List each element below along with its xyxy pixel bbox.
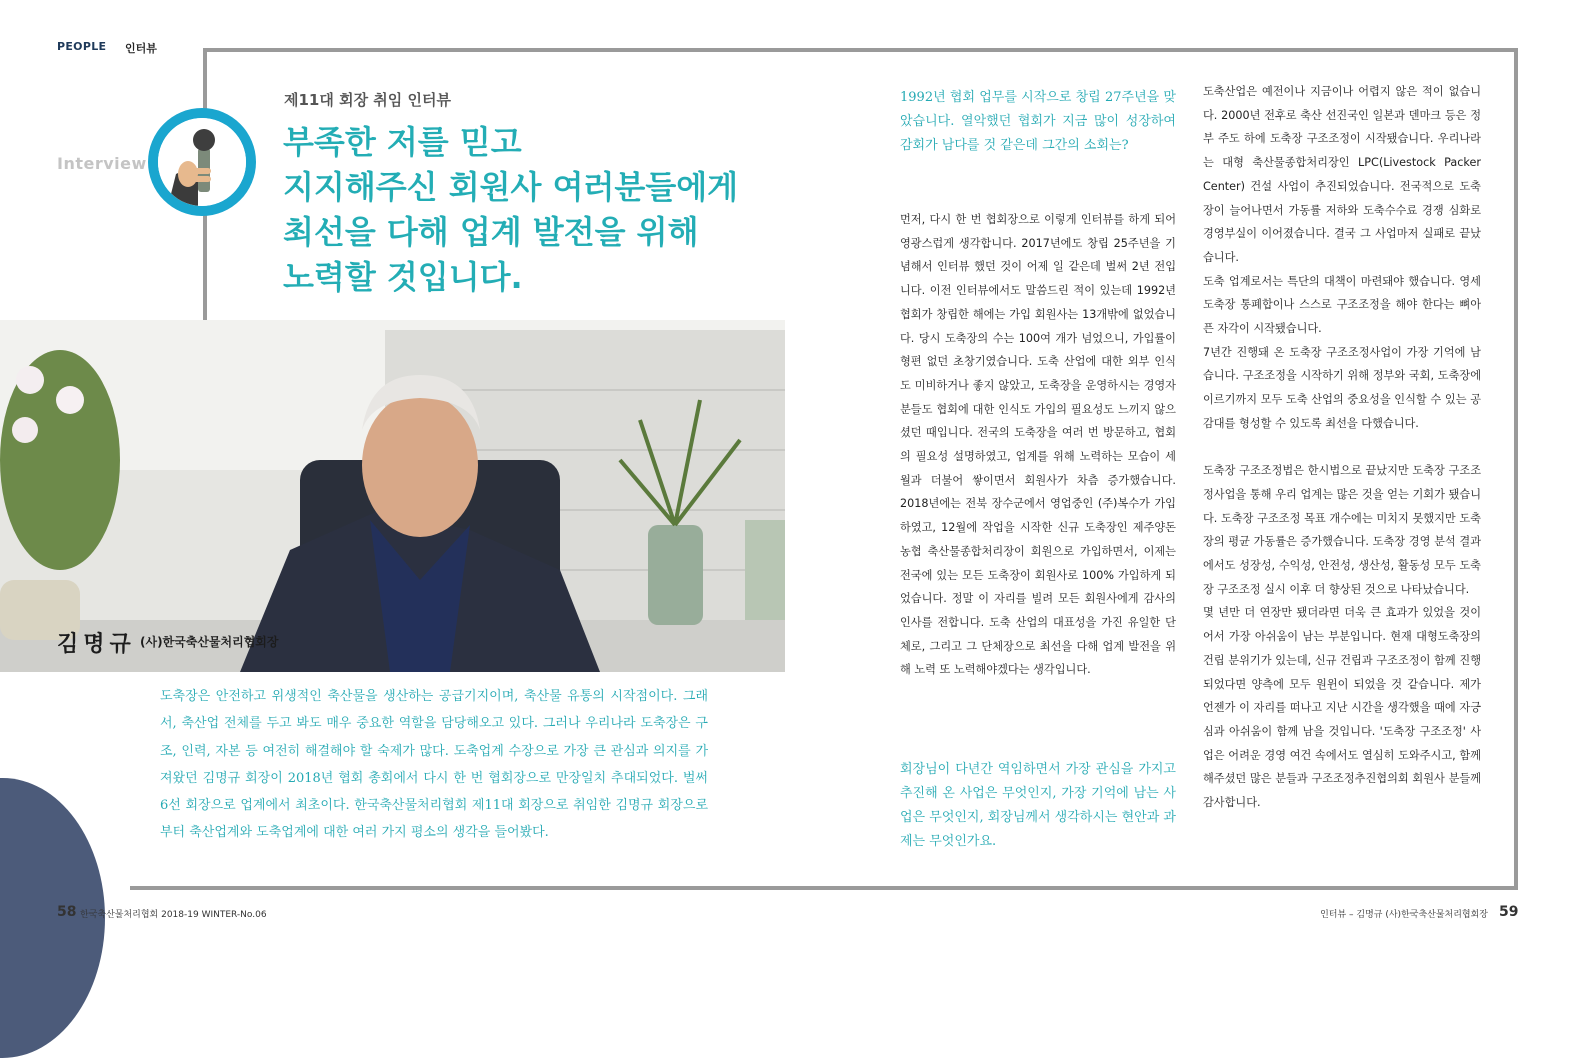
answer-2-paragraph: 도축산업은 예전이나 지금이나 어렵지 않은 적이 없습니다. 2000년 전후로 축산 선진국인 일본과 덴마크 등은 정부 주도 하에 도축장 구조조정이 시작됐습니다. 우리나라는 대형 축산물종합처리장인 LPC(Livestock Packer Center) 건설 사업이 추진되었습니다. 전국적으로 도축장이 늘어나면서 가동률 저하와 도축수수료 경쟁 심화로 경영부실이 이어졌습니다. 결국 그 사업마저 실패로 끝났습니다. — [1203, 85, 1481, 264]
article-kicker: 제11대 회장 취임 인터뷰 — [284, 91, 451, 109]
headline-line: 지지해주신 회원사 여러분들에게 — [283, 168, 739, 206]
subsection-label: 인터뷰 — [125, 42, 157, 55]
intro-paragraph: 도축장은 안전하고 위생적인 축산물을 생산하는 공급기지이며, 축산물 유통의 시작점이다. 그래서, 축산업 전체를 두고 봐도 매우 중요한 역할을 담당해오고 있다. 그러나 우리나라 도축장은 구조, 인력, 자본 등 여전히 해결해야 할 숙제가 많다. 도축업계 수장으로 가장 큰 관심과 의지를 가져왔던 김명규 회장이 2018년 협회 총회에서 다시 한 번 협회장으로 만장일치 추대되었다. 벌써 6선 회장으로 업계에서 최초이다. 한국축산물처리협회 제11대 회장으로 취임한 김명규 회장으로부터 축산업계와 도축업계에 대한 여러 가지 평소의 생각을 들어봤다. — [160, 689, 708, 841]
paragraph-gap — [1203, 436, 1481, 460]
interview-label: Interview — [57, 154, 147, 173]
answer-2-paragraph: 도축 업계로서는 특단의 대책이 마련돼야 했습니다. 영세 도축장 통폐합이나 스스로 구조조정을 해야 한다는 뼈아픈 자각이 시작됐습니다. — [1203, 274, 1481, 336]
headline-line: 노력할 것입니다. — [283, 258, 523, 296]
portrait-photo — [0, 320, 785, 672]
frame-right-rule — [1514, 48, 1518, 890]
page-number-left: 58 — [57, 904, 77, 920]
headline-line: 부족한 저를 믿고 — [283, 123, 522, 161]
answer-2-paragraph: 도축장 구조조정법은 한시법으로 끝났지만 도축장 구조조정사업을 통해 우리 업계는 많은 것을 얻는 기회가 됐습니다. 도축장 구조조정 목표 개수에는 미치지 못했지만 도축장의 평균 가동률은 증가했습니다. 도축장 경영 분석 결과에서도 성장성, 수익성, 안전성, 생산성, 활동성 모두 도축장 구조조정 실시 이후 더 향상된 것으로 나타났습니다. — [1203, 464, 1481, 596]
footer-publication: 한국축산물처리협회 2018-19 WINTER-No.06 — [80, 910, 267, 920]
frame-bottom-rule — [130, 886, 1518, 890]
question-2: 회장님이 다년간 역임하면서 가장 관심을 가지고 추진해 온 사업은 무엇인지, 가장 기억에 남는 사업은 무엇인지, 회장님께서 생각하시는 현안과 과제는 무엇인가요. — [900, 762, 1176, 849]
microphone-icon — [158, 118, 246, 206]
answer-1: 먼저, 다시 한 번 협회장으로 이렇게 인터뷰를 하게 되어 영광스럽게 생각합니다. 2017년에도 창립 25주년을 기념해서 인터뷰 했던 것이 어제 일 같은데 벌써 2년 전입니다. 이전 인터뷰에서도 말씀드린 적이 있는데 1992년 협회가 창립한 해에는 가입 회원사는 13개밖에 없었습니다. 당시 도축장의 수는 100여 개가 넘었으니, 가입률이 형편 없던 초창기였습니다. 도축 산업에 대한 외부 인식도 미비하거나 좋지 않았고, 도축장을 운영하시는 경영자 분들도 협회에 대한 인식도 가입의 필요성도 느끼지 않으셨던 때입니다. 전국의 도축장을 여러 번 방문하고, 협회의 필요성 설명하였고, 업계를 위해 노력하는 모습이 세월과 더불어 쌓이면서 회원사가 차츰 증가했습니다. 2018년에는 전북 장수군에서 영업중인 (주)복수가 가입하였고, 12월에 작업을 시작한 신규 도축장인 제주양돈농협 축산물종합처리장이 회원으로 가입하면서, 이제는 전국에 있는 모든 도축장이 회원사로 100% 가입하게 되었습니다. 정말 이 자리를 빌려 모든 회원사에게 감사의 인사를 전합니다. 도축 산업의 대표성을 가진 유일한 단체로, 그리고 그 단체장으로 최선을 다해 업계 발전을 위해 노력 또 노력해야겠다는 생각입니다. — [900, 213, 1176, 677]
answer-2-paragraph: 7년간 진행돼 온 도축장 구조조정사업이 가장 기억에 남습니다. 구조조정을 시작하기 위해 정부와 국회, 도축장에 이르기까지 모두 도축 산업의 중요성을 인식할 수 있는 공감대를 형성할 수 있도록 최선을 다했습니다. — [1203, 345, 1481, 430]
footer-running-title: 인터뷰 – 김명규 (사)한국축산물처리협회장 — [1320, 910, 1488, 920]
section-label: PEOPLE — [57, 40, 107, 53]
photo-caption-name: 김명규 — [57, 632, 136, 657]
page-number-right: 59 — [1499, 904, 1519, 920]
question-1: 1992년 협회 업무를 시작으로 창립 27주년을 맞았습니다. 열악했던 협회가 지금 많이 성장하여 감회가 남다를 것 같은데 그간의 소회는? — [900, 90, 1176, 153]
photo-caption-title: (사)한국축산물처리협회장 — [140, 635, 279, 649]
article-headline — [283, 120, 738, 300]
answer-2-paragraph: 몇 년만 더 연장만 됐더라면 더욱 큰 효과가 있었을 것이어서 가장 아쉬움이 남는 부분입니다. 현재 대형도축장의 건립 분위기가 있는데, 신규 건립과 구조조정이 함께 진행되었다면 양측에 모두 원윈이 되었을 것 같습니다. 제가 언젠가 이 자리를 떠나고 지난 시간을 생각했을 때에 자긍심과 아쉬움이 함께 남을 것입니다. '도축장 구조조정' 사업은 어려운 경영 여건 속에서도 열심히 도와주시고, 함께 해주셨던 많은 분들과 구조조정추진협의회 회원사 분들께 감사합니다. — [1203, 606, 1481, 810]
frame-top-rule — [203, 48, 1518, 52]
answer-2 — [1203, 80, 1481, 815]
headline-line: 최선을 다해 업계 발전을 위해 — [283, 213, 699, 251]
